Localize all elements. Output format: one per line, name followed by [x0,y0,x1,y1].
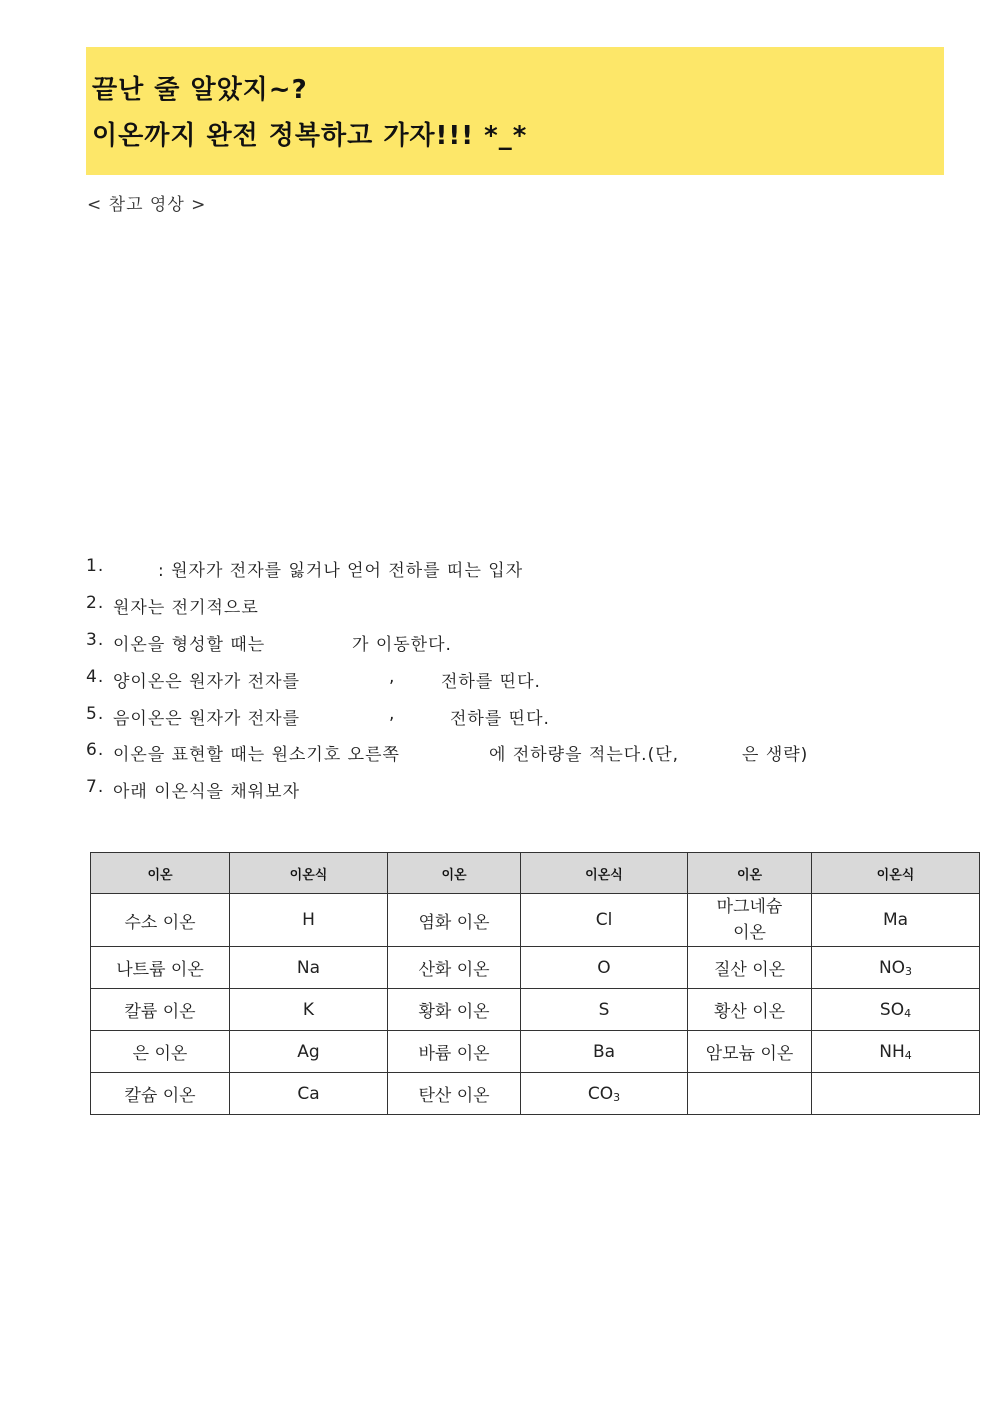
formula-base: NO [878,957,906,978]
ion-name: 황화 이온 [388,989,521,1031]
question-text-a: 이온을 형성할 때는 [113,635,266,655]
ion-formula: Ma [812,894,980,947]
header-ion-formula: 이온식 [812,853,980,894]
question-number: 6. [86,740,105,760]
question-text-b: 전하를 띤다. [450,709,550,729]
ion-formula [812,1031,980,1073]
question-number: 4. [86,667,105,687]
header-ion-formula: 이온식 [230,853,388,894]
ion-name: 칼륨 이온 [91,989,230,1031]
formula-base: SO [879,999,905,1020]
question-text-b: 가 이동한다. [352,635,452,655]
header-ion: 이온 [91,853,230,894]
question-comma: , [389,667,396,687]
question-number: 5. [86,704,105,724]
question-text: 아래 이온식을 채워보자 [113,782,301,802]
table-row [91,947,980,989]
formula-base: CO [587,1083,614,1104]
question-text: 원자는 전기적으로 [113,598,259,618]
ion-formula: S [521,989,688,1031]
question-text: : 원자가 전자를 잃거나 얻어 전하를 띠는 입자 [158,561,524,581]
question-text-a: 이온을 표현할 때는 원소기호 오른쪽 [113,745,400,765]
ion-formula: Ba [521,1031,688,1073]
formula-subscript: 3 [905,964,913,978]
ion-formula [812,989,980,1031]
ion-name [688,894,812,947]
question-number: 3. [86,630,105,650]
ion-name: 황산 이온 [688,989,812,1031]
ion-name: 나트륨 이온 [91,947,230,989]
ion-formula-table [90,852,980,1115]
ion-name: 염화 이온 [388,894,521,947]
title-banner [86,47,944,175]
formula-subscript: 3 [613,1090,621,1104]
question-text-b: 에 전하량을 적는다.(단, [489,745,680,765]
title-line-1: 끝난 줄 알았지~? [92,75,308,105]
question-number: 1. [86,556,105,576]
ion-name: 칼슘 이온 [91,1073,230,1115]
question-text-c: 은 생략) [742,745,809,765]
header-ion: 이온 [388,853,521,894]
table-row [91,1031,980,1073]
ion-formula [812,947,980,989]
ion-formula: Ag [230,1031,388,1073]
question-text-a: 음이온은 원자가 전자를 [113,709,301,729]
ion-name [688,1073,812,1115]
ion-name: 암모늄 이온 [688,1031,812,1073]
question-text-a: 양이온은 원자가 전자를 [113,672,301,692]
ion-formula: Ca [230,1073,388,1115]
question-comma: , [389,704,396,724]
question-number: 2. [86,593,105,613]
ion-name: 질산 이온 [688,947,812,989]
header-ion: 이온 [688,853,812,894]
ion-name: 산화 이온 [388,947,521,989]
ion-formula: K [230,989,388,1031]
formula-base: NH [879,1041,905,1062]
ion-formula: H [230,894,388,947]
ion-name: 은 이온 [91,1031,230,1073]
table-row [91,989,980,1031]
table-row [91,1073,980,1115]
reference-video-label: < 참고 영상 > [87,195,207,215]
question-number: 7. [86,777,105,797]
table-header-row [91,853,980,894]
question-text-b: 전하를 띤다. [441,672,541,692]
title-line-2: 이온까지 완전 정복하고 가자!!! *_* [92,121,528,151]
ion-formula [521,1073,688,1115]
formula-subscript: 4 [904,1048,912,1062]
ion-name-text: 마그네슘 이온 [716,897,783,943]
table-row [91,894,980,947]
formula-subscript: 4 [904,1006,912,1020]
ion-name: 탄산 이온 [388,1073,521,1115]
header-ion-formula: 이온식 [521,853,688,894]
ion-formula: O [521,947,688,989]
ion-formula: Cl [521,894,688,947]
ion-formula [812,1073,980,1115]
ion-name: 수소 이온 [91,894,230,947]
ion-name: 바륨 이온 [388,1031,521,1073]
ion-formula: Na [230,947,388,989]
